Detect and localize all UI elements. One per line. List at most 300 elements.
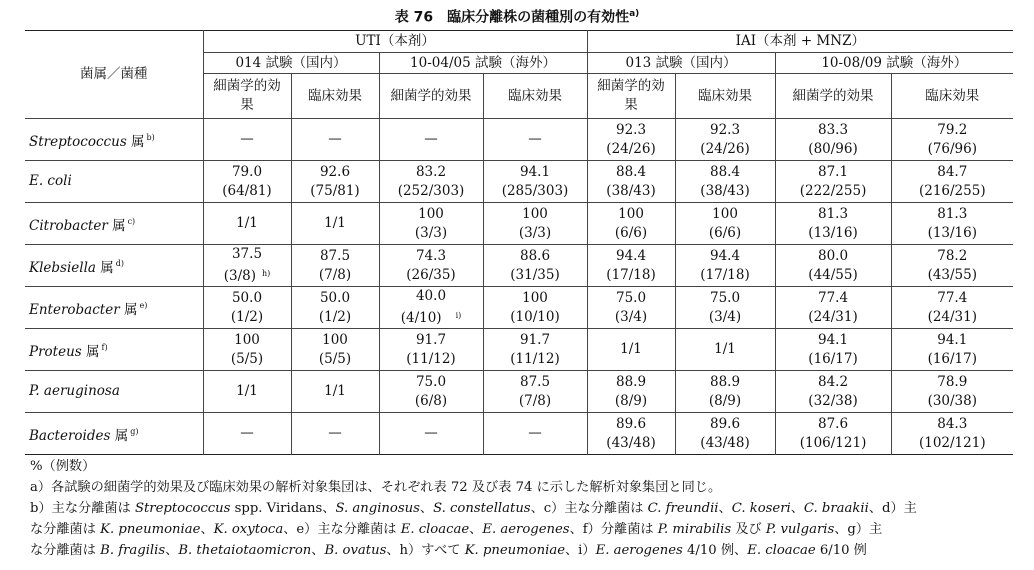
data-cell [483,119,587,161]
organism-name [25,329,203,371]
footnote-marker: f) [101,342,108,352]
species-name: Streptococcus [134,501,231,516]
cell-count-text: (24/31) [808,308,858,325]
cell-count [776,140,891,159]
cell-value: 83.2 [415,163,447,180]
data-cell [675,413,775,455]
cell-value: 40.0 [415,288,447,304]
footnote-text: 、 [469,522,483,537]
cell-count [776,182,891,201]
cell-count [588,140,675,159]
cell-count-text: (17/18) [606,266,656,283]
cell-count [892,350,1014,369]
cell-count-text: (24/31) [927,308,978,325]
cell-count-text: (1/2) [230,308,264,325]
row-label-header: 菌属／菌種 [25,31,203,119]
table-row [25,413,1013,455]
data-cell [203,119,291,161]
cell-value: 84.7 [937,163,968,180]
data-cell [587,161,675,203]
cell-count-text: (13/16) [808,224,858,241]
footnote-text: 6/10 例 [815,543,867,558]
table-row [25,161,1013,203]
species-name: E. cloacae [747,543,816,558]
col-header-clinical: 臨床効果 [891,74,1013,119]
cell-count-text: (24/26) [606,140,656,157]
data-cell [891,203,1013,245]
organism-genus-suffix: 属 [81,343,100,360]
data-cell [203,245,291,287]
cell-value: 80.0 [818,247,849,264]
cell-count [892,182,1014,201]
cell-count-text: (8/9) [708,392,742,409]
cell-value: 77.4 [937,289,968,306]
footnote-marker: d) [115,258,124,268]
cell-value: 79.2 [937,121,968,138]
cell-value: 50.0 [231,289,263,306]
cell-count [292,266,379,285]
data-cell [203,203,291,245]
cell-count-text: (80/96) [808,140,858,157]
data-cell [587,245,675,287]
data-cell [483,161,587,203]
footnote-text: 、f）分離菌は [569,522,658,537]
cell-count [676,266,775,285]
cell-count-text: (11/12) [406,350,456,367]
cell-count-text: (75/81) [310,182,360,199]
data-cell [891,119,1013,161]
cell-count [484,224,587,243]
cell-value: — [424,131,438,147]
cell-count [380,266,483,285]
table-title-text: 表 76 臨床分離株の菌種別の有効性 [394,9,630,26]
cell-value: 1/1 [714,341,736,357]
cell-value: 87.5 [519,373,551,390]
col-header-bacteriological: 細菌学的効果 [775,74,891,119]
species-name: E. aerogenes [595,543,683,558]
data-cell [587,203,675,245]
footnote-text: 、g）主 [834,522,883,537]
cell-value: — [240,425,254,441]
cell-value: 84.2 [818,373,849,390]
cell-count-text: (252/303) [397,182,465,199]
organism-name [25,245,203,287]
footnote-text: 、h）すべて [386,543,465,558]
data-cell [675,287,775,329]
data-cell [291,329,379,371]
data-cell [203,371,291,413]
cell-count [588,392,675,411]
cell-count-text: (64/81) [222,182,272,199]
cell-count-text: (3/4) [614,308,648,325]
cell-count-text: (6/6) [614,224,648,241]
footnote-text: spp. Viridans、 [230,501,336,516]
cell-count-text: (24/26) [700,140,750,157]
organism-name [25,371,203,413]
species-name: C. freundii [647,501,719,516]
cell-value: 37.5 [231,246,263,262]
footnote-text: 、 [790,501,804,516]
data-cell [891,245,1013,287]
data-cell [483,287,587,329]
cell-value: 100 [522,289,548,306]
study-header: 013 試験（国内） [587,53,775,74]
cell-value: — [528,425,542,441]
footnote-text: 、 [718,501,732,516]
footnote-line [30,498,1020,519]
cell-count [588,308,675,327]
cell-count-text: (8/9) [614,392,648,409]
organism-name [25,287,203,329]
cell-count-text: (16/17) [808,350,858,367]
cell-count-text: (3/3) [518,224,552,241]
cell-count-text: (222/255) [799,182,867,199]
data-cell [483,203,587,245]
species-name: P. mirabilis [657,522,732,537]
cell-count [676,140,775,159]
cell-value: 75.0 [415,373,447,390]
species-name: B. fragilis [100,543,166,558]
cell-count [892,266,1014,285]
cell-count [380,350,483,369]
footnote-text: 及び [731,522,766,537]
cell-value: 87.6 [818,415,849,432]
organism-genus-suffix: 属 [110,427,129,444]
cell-value: 75.0 [710,289,741,306]
footnote-marker: g) [130,426,139,436]
data-cell [379,203,483,245]
cell-count-text: (6/8) [414,392,448,409]
cell-count-text: (38/43) [606,182,656,199]
table-row [25,119,1013,161]
cell-count [776,266,891,285]
cell-value: 88.4 [616,163,647,180]
data-cell [483,329,587,371]
cell-value: 92.6 [319,163,351,180]
cell-count [204,182,291,201]
data-cell [891,287,1013,329]
data-cell [379,329,483,371]
cell-count-text: (32/38) [808,392,858,409]
organism-genus-suffix: 属 [126,133,145,150]
data-cell [291,119,379,161]
cell-count [892,224,1014,243]
data-cell [483,245,587,287]
footnote-line [30,540,1020,561]
data-cell [775,329,891,371]
cell-count [776,434,891,453]
cell-count-text: (17/18) [700,266,750,283]
footnote-text: 、 [165,543,179,558]
species-name: K. oxytoca [213,522,284,537]
cell-value: 84.3 [937,415,968,432]
cell-count [292,308,379,327]
cell-count [204,264,291,286]
cell-value: 94.1 [818,331,849,348]
cell-value: 100 [234,331,260,348]
cell-value: 89.6 [616,415,647,432]
data-cell [379,245,483,287]
cell-count-text: (43/55) [927,266,978,283]
organism-name [25,119,203,161]
data-cell [379,119,483,161]
footnote-line [30,519,1020,540]
cell-count [776,350,891,369]
data-cell [675,371,775,413]
table-row [25,203,1013,245]
footnote-text: 、 [419,501,434,516]
cell-count [776,308,891,327]
data-cell [675,161,775,203]
table-row [25,371,1013,413]
cell-value: 94.1 [519,163,551,180]
footnote-text: な分離菌は [30,522,101,537]
cell-count-text: (3/3) [414,224,448,241]
table-row [25,329,1013,371]
cell-value: 1/1 [236,383,258,399]
cell-value: 79.0 [231,163,263,180]
species-name: C. braakii [803,501,869,516]
cell-count [892,140,1014,159]
cell-count [484,392,587,411]
cell-value: 100 [618,205,644,222]
organism-name-text: Streptococcus [29,133,127,150]
cell-count [892,434,1014,453]
col-header-clinical: 臨床効果 [483,74,587,119]
cell-count-text: (16/17) [927,350,978,367]
organism-name [25,161,203,203]
cell-value: 83.3 [818,121,849,138]
data-cell [379,413,483,455]
organism-genus-suffix: 属 [107,217,126,234]
col-header-bacteriological: 細菌学的効果 [379,74,483,119]
species-name: S. constellatus [433,501,531,516]
cell-count-text: (1/2) [318,308,352,325]
cell-count [892,392,1014,411]
cell-count [204,308,291,327]
cell-count [676,182,775,201]
cell-count-text: (3/4) [708,308,742,325]
cell-value: 100 [712,205,738,222]
footnote-text: 4/10 例、 [682,543,748,558]
cell-value: 87.1 [818,163,849,180]
cell-value: 87.5 [319,247,351,264]
cell-value: 1/1 [324,215,346,231]
cell-count [588,182,675,201]
data-cell [379,287,483,329]
cell-value: 81.3 [937,205,968,222]
cell-value: 100 [418,205,444,222]
cell-value: 75.0 [616,289,647,306]
cell-count [380,306,483,328]
cell-count [588,224,675,243]
species-name: E. aerogenes [482,522,570,537]
organism-name-text: Citrobacter [29,217,108,234]
species-name: S. anginosus [335,501,420,516]
col-header-bacteriological: 細菌学的効果 [587,74,675,119]
cell-count [776,392,891,411]
col-header-clinical: 臨床効果 [675,74,775,119]
table-row [25,287,1013,329]
data-cell [675,203,775,245]
cell-count-text: (38/43) [700,182,750,199]
cell-value: 100 [522,205,548,222]
data-cell [775,119,891,161]
cell-value: 88.9 [616,373,647,390]
cell-count-text: (43/48) [606,434,656,451]
organism-name-text: Klebsiella [29,259,96,276]
cell-count-text: (4/10) [400,310,442,326]
cell-count [588,434,675,453]
data-cell [203,329,291,371]
footnote-text: 、c）主な分離菌は [530,501,648,516]
cell-value: 74.3 [415,247,447,264]
organism-name-text: P. aeruginosa [29,383,120,399]
table-title-footnote: a) [629,9,640,19]
cell-value: 1/1 [236,215,258,231]
species-name: B. ovatus [324,543,387,558]
cell-value: 92.3 [710,121,741,138]
data-cell [291,371,379,413]
cell-value: 88.6 [519,247,551,264]
cell-count-text: (3/8) [223,268,256,284]
table-row [25,245,1013,287]
data-cell [675,119,775,161]
cell-count-text: (31/35) [510,266,560,283]
cell-value: 1/1 [324,383,346,399]
cell-count-text: (216/255) [918,182,986,199]
cell-value: 81.3 [818,205,849,222]
organism-name-text: E. coli [29,173,72,189]
cell-value: 91.7 [415,331,447,348]
data-cell [775,203,891,245]
cell-count-text: (44/55) [808,266,858,283]
cell-value: 100 [322,331,348,348]
data-cell [775,245,891,287]
cell-value: — [528,131,542,147]
organism-name-text: Bacteroides [29,427,111,444]
data-cell [891,161,1013,203]
cell-value: 1/1 [620,341,642,357]
cell-count [292,350,379,369]
cell-count [380,392,483,411]
data-cell [291,413,379,455]
species-name: E. cloacae [400,522,470,537]
cell-count-text: (5/5) [230,350,264,367]
footnote-line [30,456,1020,477]
footnote-text: 、 [200,522,214,537]
footnote-marker: e) [139,300,148,310]
cell-count [204,350,291,369]
cell-count [892,308,1014,327]
footnote-line [30,477,1020,498]
cell-footnote-marker: i) [455,311,462,320]
cell-value: 89.6 [710,415,741,432]
cell-value: 92.3 [616,121,647,138]
footnote-text: 、e）主な分離菌は [283,522,401,537]
cell-value: 77.4 [818,289,849,306]
data-cell [675,329,775,371]
study-header: 014 試験（国内） [203,53,379,74]
cell-count [484,182,587,201]
species-name: K. pneumoniae [100,522,201,537]
data-cell [203,287,291,329]
cell-value: 88.4 [710,163,741,180]
organism-name [25,203,203,245]
footnote-text: b）主な分離菌は [30,501,135,516]
footnote-text: な分離菌は [30,543,101,558]
species-name: C. koseri [731,501,791,516]
footnote-text: 、 [311,543,325,558]
data-cell [587,119,675,161]
cell-count-text: (30/38) [927,392,978,409]
group-header-uti: UTI（本剤） [203,31,587,53]
study-header: 10-04/05 試験（海外） [379,53,587,74]
organism-name [25,413,203,455]
organism-genus-suffix: 属 [95,259,114,276]
study-header: 10-08/09 試験（海外） [775,53,1013,74]
cell-count-text: (5/5) [318,350,352,367]
species-name: B. thetaiotaomicron [178,543,312,558]
cell-value: 88.9 [710,373,741,390]
cell-count-text: (7/8) [318,266,352,283]
species-name: P. vulgaris [765,522,835,537]
cell-count [484,266,587,285]
cell-value: 78.2 [937,247,968,264]
cell-value: 78.9 [937,373,968,390]
cell-count-text: (106/121) [799,434,867,451]
data-cell [291,203,379,245]
species-name: K. pneumoniae [464,543,565,558]
efficacy-table [25,30,1013,455]
data-cell [587,287,675,329]
col-header-bacteriological: 細菌学的効果 [203,74,291,119]
cell-count-text: (6/6) [708,224,742,241]
cell-count [380,182,483,201]
cell-value: 94.4 [710,247,741,264]
cell-count [292,182,379,201]
organism-genus-suffix: 属 [119,301,138,318]
cell-count [484,308,587,327]
cell-count-text: (285/303) [501,182,569,199]
col-header-clinical: 臨床効果 [291,74,379,119]
data-cell [587,371,675,413]
data-cell [483,371,587,413]
group-header-iai: IAI（本剤 + MNZ） [587,31,1013,53]
data-cell [587,413,675,455]
footnote-text: 、i） [565,543,596,558]
data-cell [775,287,891,329]
data-cell [203,413,291,455]
data-cell [483,413,587,455]
cell-count-text: (26/35) [406,266,456,283]
cell-value: 91.7 [519,331,551,348]
cell-value: 50.0 [319,289,351,306]
cell-count-text: (13/16) [927,224,978,241]
cell-count [588,266,675,285]
data-cell [675,245,775,287]
data-cell [891,413,1013,455]
cell-value: — [328,131,342,147]
data-cell [203,161,291,203]
data-cell [891,371,1013,413]
cell-count [380,224,483,243]
footnote-marker: c) [127,216,136,226]
cell-count [676,224,775,243]
footnote-text: 、d）主 [868,501,917,516]
footnotes [30,456,1020,561]
cell-count [676,392,775,411]
